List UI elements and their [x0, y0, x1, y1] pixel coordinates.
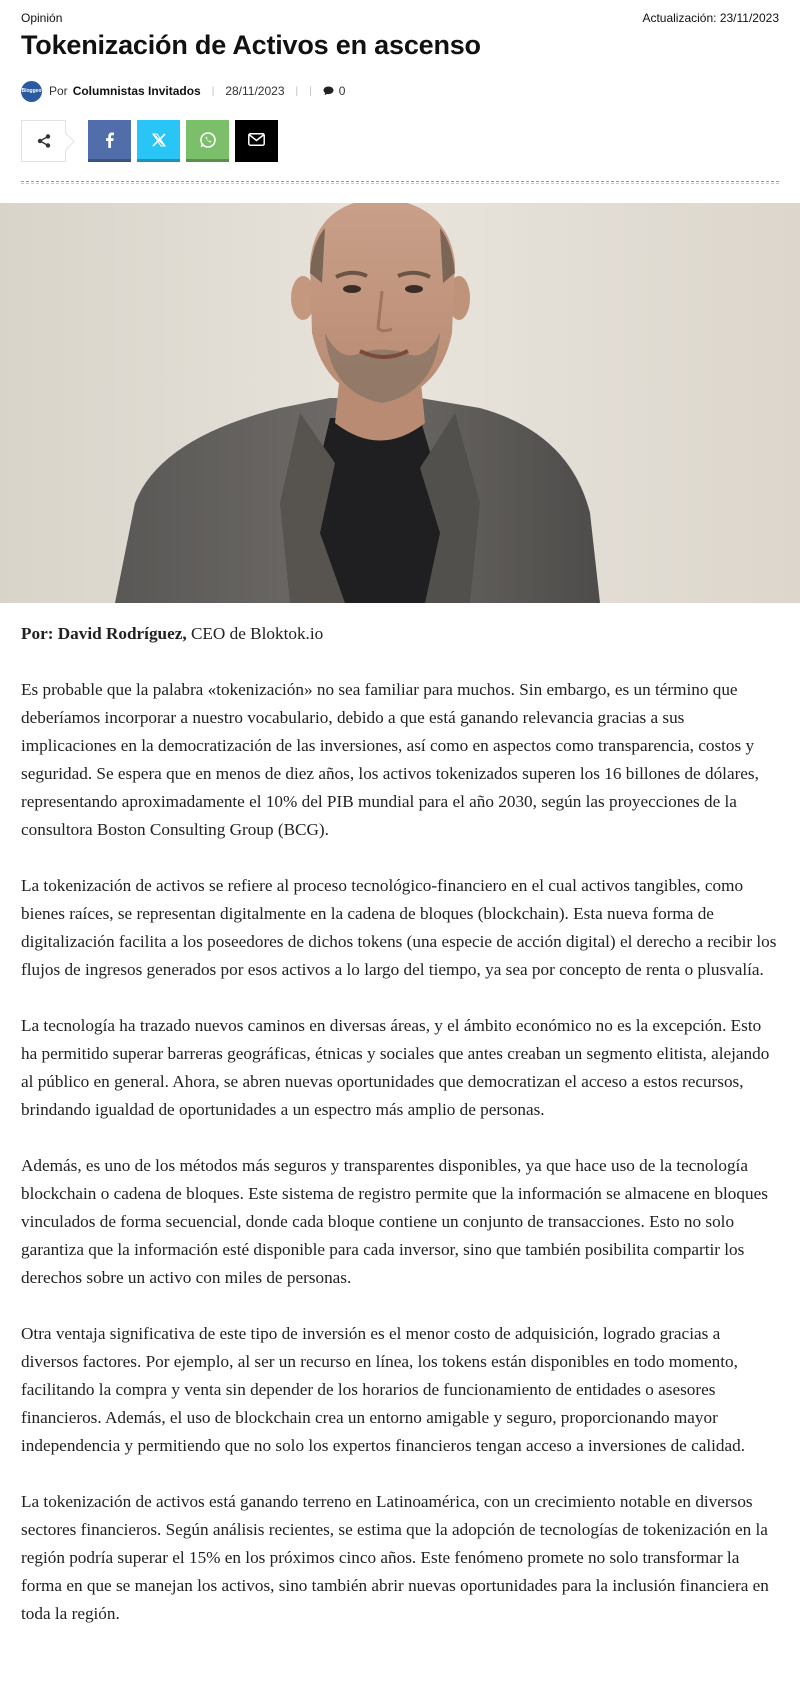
section-divider — [21, 181, 779, 184]
x-twitter-icon — [152, 133, 166, 147]
article-paragraph: La tecnología ha trazado nuevos caminos en diversas áreas, y el ámbito económico no es la excepción. Esto ha permitido superar barreras geográficas, étnicas y sociales que antes creaban un segmento elitista, alejando al público en general. Ahora, se abren nuevas oportunidades que democratizan el acceso a estos recursos, brindando igualdad de oportunidades a un espectro más amplio de personas. — [21, 1016, 770, 1119]
publish-date: 28/11/2023 — [225, 84, 285, 98]
author-byline — [21, 620, 779, 648]
byline-name: Por: David Rodríguez, — [21, 624, 187, 643]
article-meta — [21, 80, 345, 102]
share-x-button[interactable] — [137, 120, 180, 162]
share-bar — [21, 120, 284, 162]
share-email-button[interactable] — [235, 120, 278, 162]
facebook-icon — [105, 132, 114, 148]
article-paragraph: Además, es uno de los métodos más seguros y transparentes disponibles, ya que hace uso de la tecnología blockchain o cadena de bloques. Este sistema de registro permite que la información se almacene en bloques vinculados de forma secuencial, donde cada bloque contiene un conjunto de transacciones. Esto no solo garantiza que la información esté disponible para cada inversor, sino que también posibilita compartir los derechos sobre un activo con miles de personas. — [21, 1156, 768, 1287]
author-link[interactable]: Columnistas Invitados — [72, 84, 201, 98]
by-label: Por — [49, 84, 68, 98]
meta-separator: | — [211, 85, 215, 97]
byline-role: CEO de Bloktok.io — [186, 624, 324, 643]
avatar-label: Bloggeo — [21, 88, 42, 94]
share-whatsapp-button[interactable] — [186, 120, 229, 162]
comments-count: 0 — [338, 84, 346, 98]
share-facebook-button[interactable] — [88, 120, 131, 162]
article-paragraph: La tokenización de activos está ganando terreno en Latinoamérica, con un crecimiento notable en diversos sectores financieros. Según análisis recientes, se estima que la adopción de tecnologías de tokenización en la región podría superar el 15% en los próximos cinco años. Este fenómeno promete no solo transformar la forma en que se manejan los activos, sino también abrir nuevas oportunidades para la inclusión financiera en toda la región. — [21, 1492, 769, 1623]
meta-separator: | — [309, 85, 312, 97]
author-avatar[interactable] — [21, 81, 42, 102]
featured-image — [0, 203, 800, 603]
share-toggle-button[interactable] — [21, 120, 66, 162]
article-paragraph: Otra ventaja significativa de este tipo de inversión es el menor costo de adquisición, logrado gracias a diversos factores. Por ejemplo, al ser un recurso en línea, los tokens están disponibles en todo momento, facilitando la compra y venta sin depender de los horarios de funcionamiento de entidades o asesores financieros. Además, el uso de blockchain crea un entorno amigable y seguro, proporcionando mayor independencia y permitiendo que no solo los expertos financieros tengan acceso a inversiones de calidad. — [21, 1324, 746, 1455]
article-body — [21, 620, 779, 1656]
email-icon — [248, 133, 265, 146]
article-paragraph: La tokenización de activos se refiere al proceso tecnológico-financiero en el cual activos tangibles, como bienes raíces, se representan digitalmente en la cadena de bloques (blockchain). Esta nueva forma de digitalización facilita a los poseedores de dichos tokens (una especie de acción digital) el derecho a recibir los flujos de ingresos generados por esos activos a lo largo del tiempo, ya sea por concepto de renta o plusvalía. — [21, 876, 777, 979]
updated-date: Actualización: 23/11/2023 — [642, 11, 779, 25]
article-title: Tokenización de Activos en ascenso — [21, 30, 481, 60]
share-icon — [37, 134, 51, 148]
category-link[interactable]: Opinión — [21, 11, 63, 25]
article-paragraph: Es probable que la palabra «tokenización» no sea familiar para muchos. Sin embargo, es un término que deberíamos incorporar a nuestro vocabulario, debido a que está ganando relevancia gracias a sus implicaciones en la democratización de las inversiones, así como en aspectos como transparencia, costos y seguridad. Se espera que en menos de diez años, los activos tokenizados superen los 16 billones de dólares, representando aproximadamente el 10% del PIB mundial para el año 2030, según las proyecciones de la consultora Boston Consulting Group (BCG). — [21, 680, 759, 839]
top-meta-bar — [21, 10, 779, 26]
meta-separator: | — [295, 85, 299, 97]
author-portrait — [0, 203, 800, 603]
comments-link[interactable] — [323, 84, 346, 98]
comment-icon — [323, 86, 334, 96]
whatsapp-icon — [199, 131, 217, 149]
